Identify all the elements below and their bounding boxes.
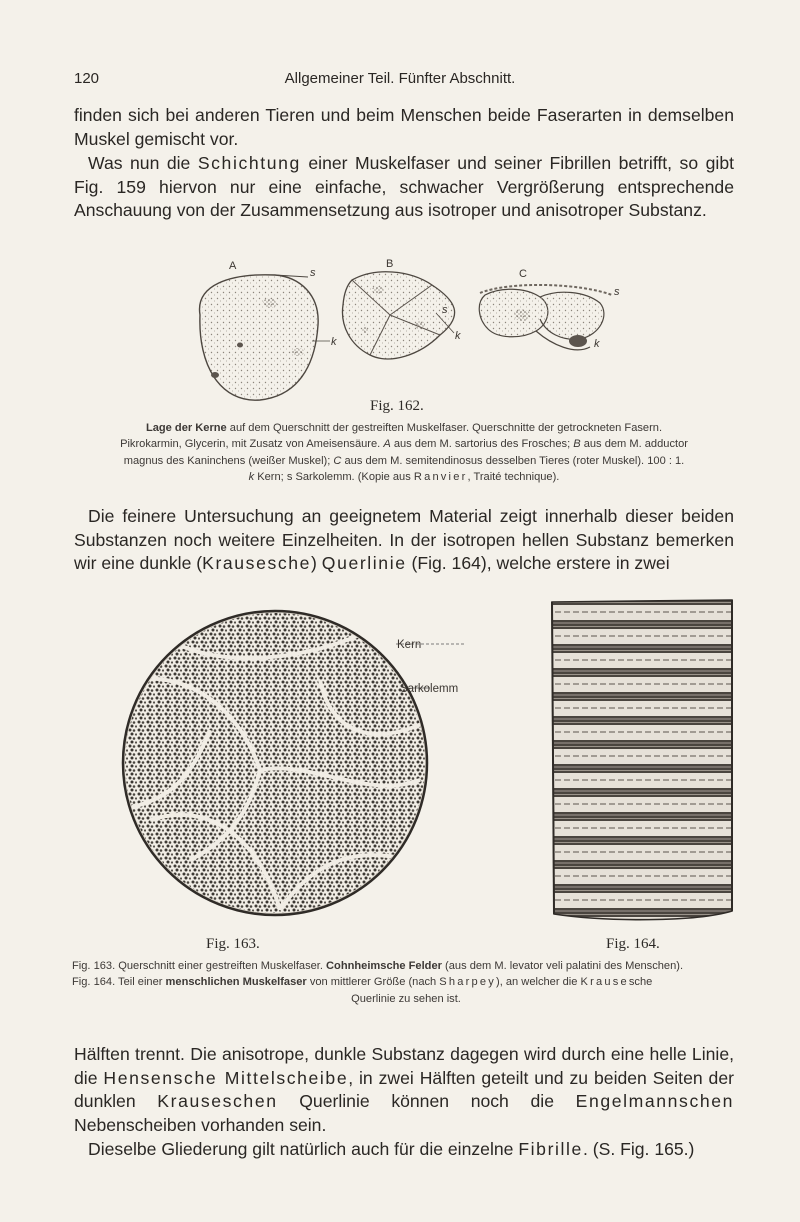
paragraph-5: Dieselbe Gliederung gilt natürlich auch für die einzelne Fibrille. (S. Fig. 165.) — [88, 1139, 695, 1159]
fig-163-164-caption: Fig. 163. Querschnitt einer gestreiften Muskelfaser. Cohnheimsche Felder (aus dem M. levator veli palatini des Menschen). Fig. 164. Teil einer menschlichen Muskelfaser von mittlerer Größe (nach Sharpey), an welcher die Krausesche Querlinie zu sehen ist. — [72, 958, 740, 1007]
fig-162-panel-b — [342, 258, 461, 359]
paragraph-1 — [74, 104, 734, 151]
fig-162-panel-a — [200, 260, 337, 400]
fig-163-drawing — [110, 600, 490, 930]
page-number: 120 — [74, 70, 100, 87]
krauseschen-term: Krauseschen — [157, 1091, 278, 1111]
fig-162-label-c: C — [519, 268, 527, 280]
p2-pre: Was nun die — [88, 153, 198, 173]
fig-163-caption: Fig. 163. Querschnitt einer gestreiften Muskelfaser. Cohnheimsche Felder (aus dem M. levator veli palatini des Menschen). — [72, 960, 684, 972]
fig-162-label-k-a: k — [331, 336, 337, 348]
p2-spaced: Schichtung — [197, 153, 301, 173]
paragraph-4: Hälften trennt. Die anisotrope, dunkle Substanz dagegen wird durch eine helle Linie, die Hensensche Mittelscheibe, in zwei Hälften geteilt und zu beiden Seiten der dunklen Krauseschen Querlinie können noch die Engelmannschen Nebenscheiben vorhanden sein. — [74, 1044, 734, 1135]
fig-162-label-s-c: s — [614, 286, 620, 298]
fig-162-label-b: B — [386, 258, 394, 270]
engelmann-term: Engelmannschen — [575, 1091, 734, 1111]
fig-162-label-s-b: s — [442, 304, 448, 316]
paragraph-1-line-2: Muskel gemischt vor. — [74, 128, 239, 149]
fig-162-caption-bold: Lage der Kerne — [145, 422, 227, 434]
fig-163-label: Fig. 163. — [206, 936, 260, 952]
fig-162-panel-c — [479, 268, 620, 350]
fig-162-label-s-a: s — [310, 267, 316, 279]
querlinie-term: Querlinie — [321, 553, 407, 573]
fig-162-label-a: A — [229, 260, 237, 272]
fig-162-caption: Lage der Kerne auf dem Querschnitt der gestreiften Muskelfaser. Querschnitte der getrockneten Fasern. Pikrokarmin, Glycerin, mit Zusatz von Ameisensäure. A aus dem M. sartorius des Frosches; B aus dem M. adductor magnus des Kaninchens (weißer Muskel); C aus dem M. semitendinosus desselben Tieres (roter Muskel). 100 : 1. k Kern; s Sarkolemm. (Kopie aus Ranvier, Traité technique). — [120, 422, 688, 484]
fig-164-caption: Fig. 164. Teil einer menschlichen Muskelfaser von mittlerer Größe (nach Sharpey), an welcher die Krausesche — [72, 976, 653, 989]
paragraph-1-line-1: finden sich bei anderen Tieren und beim Menschen beide Faserarten in demselben — [74, 105, 734, 125]
fig-162-label: Fig. 162. — [370, 398, 424, 414]
fig-162-label-k-b: k — [455, 330, 461, 342]
fig-163-label-sarkolemm: Sarkolemm — [400, 683, 459, 695]
fig-163-label-kern: Kern — [397, 639, 422, 651]
fibrille-term: Fibrille — [518, 1139, 583, 1159]
fig-164-label: Fig. 164. — [606, 936, 660, 952]
paragraph-3: Die feinere Untersuchung an geeignetem Material zeigt innerhalb dieser beiden Substanzen noch weitere Einzelheiten. In der isotropen hellen Substanz bemerken wir eine dunkle (Krausesche) Querlinie (Fig. 164), welche erstere in zwei — [74, 506, 734, 573]
fig-164-drawing — [546, 596, 738, 926]
running-title: Allgemeiner Teil. Fünfter Abschnitt. — [284, 70, 516, 87]
hensen-term: Hensensche Mittelscheibe — [103, 1067, 349, 1088]
page-header — [0, 70, 800, 92]
fig-162-label-k-c: k — [594, 338, 600, 350]
paragraph-2 — [74, 152, 734, 223]
fig-162-drawing — [180, 255, 630, 405]
p2-post: einer Muskelfaser und seiner Fibrillen betrifft, so gibt Fig. 159 hiervon nur eine einfache, schwacher Vergrößerung entsprechende Anschauung von der Zusammensetzung aus isotroper und anisotroper Substanz. — [74, 153, 734, 220]
krausesche-term: Krausesche — [202, 553, 312, 573]
